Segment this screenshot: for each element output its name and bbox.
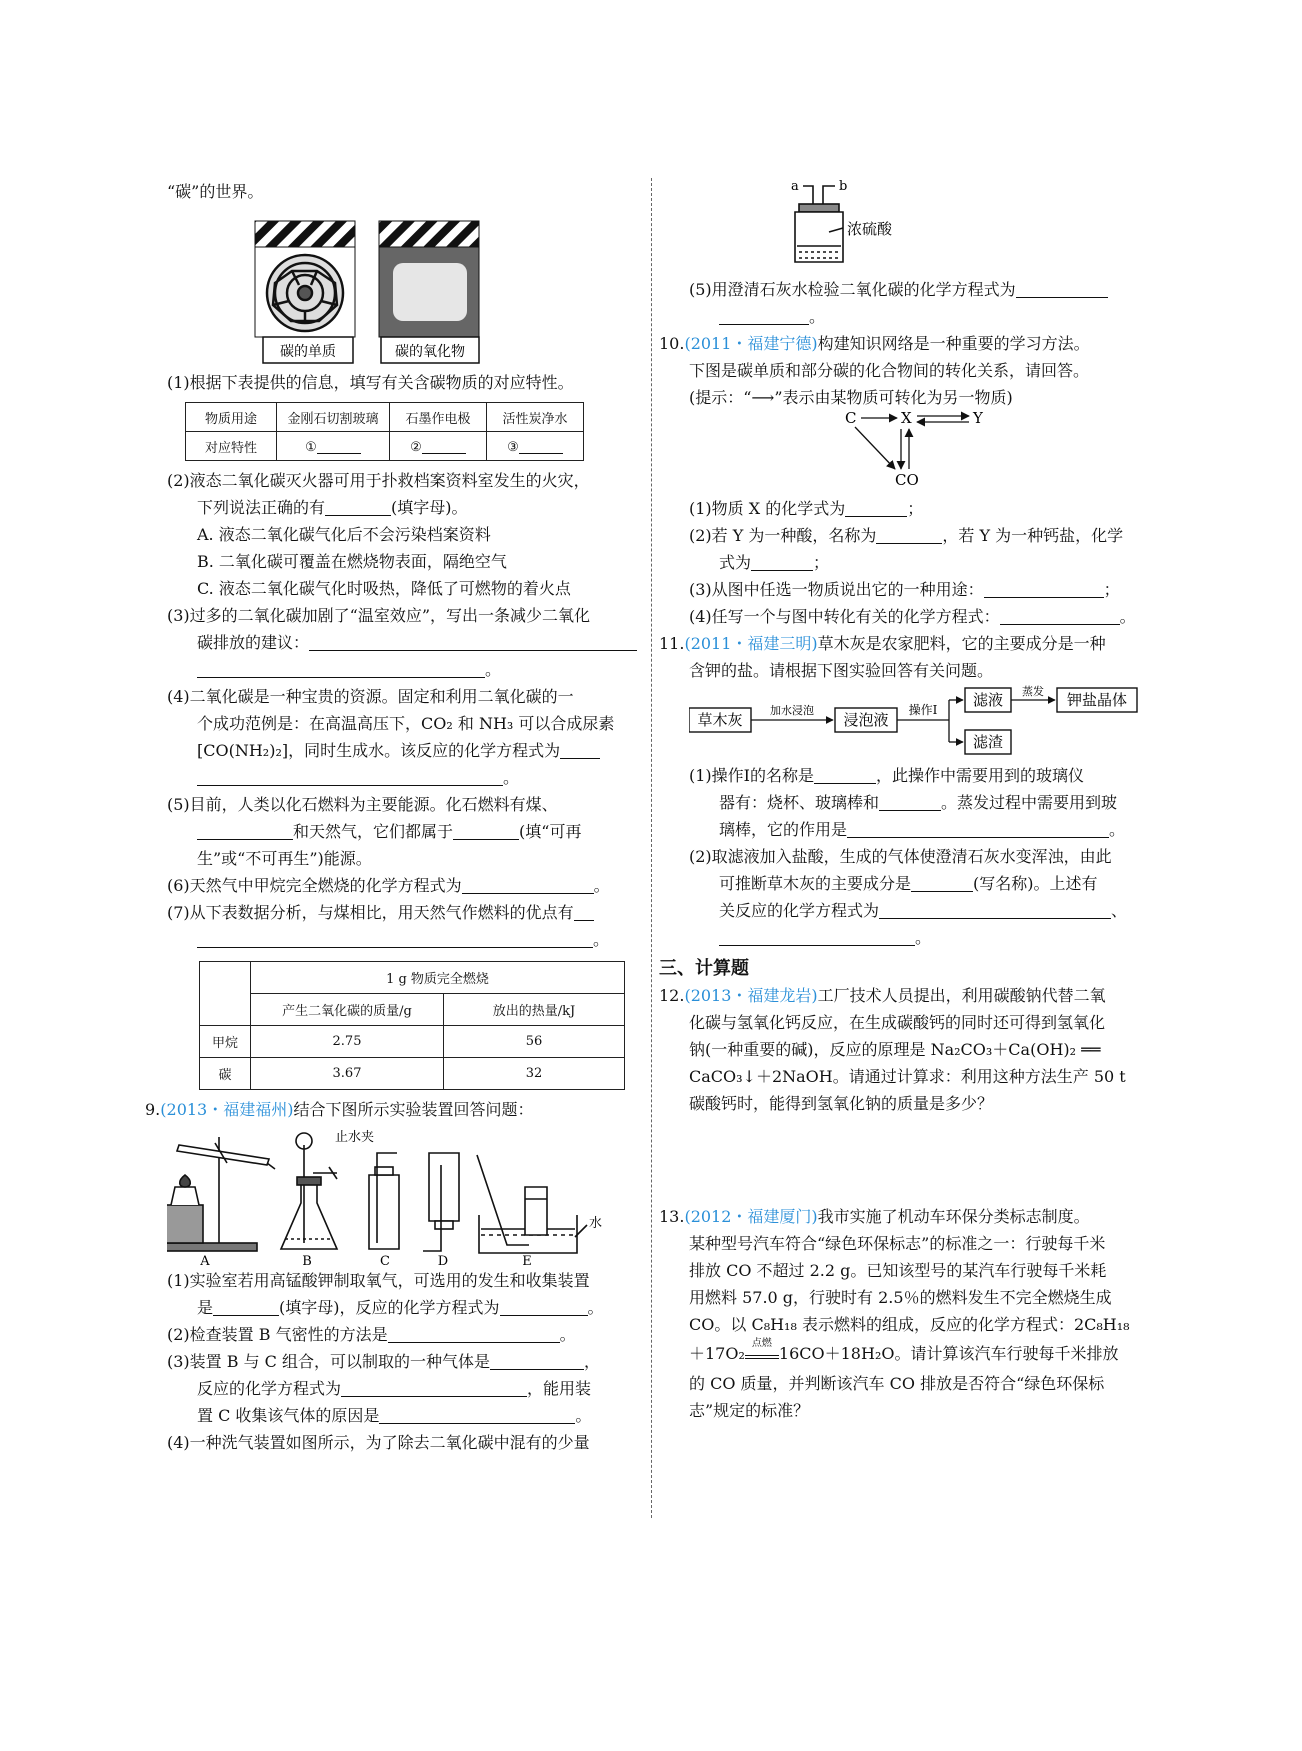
- col-co2: 产生二氧化碳的质量/g: [251, 994, 444, 1026]
- q10-1: [689, 495, 1159, 522]
- q8-1: (1)根据下表提供的信息，填写有关含碳物质的对应特性。: [167, 373, 574, 392]
- q8-4-line3: [167, 737, 637, 764]
- q8-6-end: 。: [593, 876, 610, 895]
- q8-3-end: 。: [485, 660, 502, 679]
- q9-text: 结合下图所示实验装置回答问题：: [293, 1100, 534, 1119]
- q13-title: [659, 1203, 1159, 1230]
- flow-soak: 浸泡液: [843, 711, 889, 729]
- row-heat: 32: [444, 1058, 625, 1090]
- q11-num: 11.: [659, 634, 685, 653]
- water-note: 水: [589, 1216, 603, 1231]
- q12-answer-space[interactable]: [689, 1117, 1159, 1203]
- q8-4-line4: [167, 764, 637, 791]
- blank-property-1[interactable]: [317, 437, 361, 454]
- blank-q8-5b[interactable]: [453, 823, 519, 840]
- sulfuric-acid-label: 浓硫酸: [847, 220, 893, 238]
- q11-1-role: 璃棒，它的作用是: [719, 820, 848, 839]
- q9-1-line1: (1)实验室若用高锰酸钾制取氧气，可选用的发生和收集装置: [167, 1271, 590, 1290]
- node-c: C: [845, 411, 857, 427]
- q12-line3: 钠(一种重要的碱)，反应的原理是 Na₂CO₃＋Ca(OH)₂ ══: [689, 1040, 1101, 1059]
- table2-header: 1 g 物质完全燃烧: [251, 962, 625, 994]
- q11-1-evap: 。蒸发过程中需要用到玻: [941, 793, 1118, 812]
- q8-3-line3: [167, 656, 637, 683]
- q13-line2: 某种型号汽车符合“绿色环保标志”的标准之一：行驶每千米: [689, 1234, 1106, 1253]
- table-row: [200, 1026, 625, 1058]
- q8-5-line3: 生”或“不可再生”)能源。: [197, 849, 372, 868]
- q12-line4: CaCO₃↓＋2NaOH。请通过计算求：利用这种方法生产 50 t: [689, 1067, 1126, 1086]
- dry-ice-icon: [393, 263, 467, 321]
- tube-a-label: a: [791, 179, 799, 194]
- label-a: A: [200, 1254, 210, 1267]
- mark-2: ②: [410, 440, 422, 455]
- flow-step-evap: 蒸发: [1022, 685, 1044, 698]
- right-column: [659, 176, 1159, 1424]
- q10-title: [659, 330, 1159, 357]
- combustion-table: [199, 961, 625, 1090]
- blank-q8-5a[interactable]: [197, 823, 293, 840]
- q9-3-comma: ，: [584, 1352, 601, 1371]
- label-e: E: [522, 1254, 532, 1267]
- carbon-figure: [167, 209, 637, 367]
- q10-1-prefix: (1)物质 X 的化学式为: [689, 499, 846, 518]
- q11-1-line3: [689, 816, 1159, 843]
- blank-q8-7b[interactable]: [197, 931, 593, 948]
- empty-corner: [200, 962, 251, 1026]
- ignite-condition: 点燃: [751, 1338, 772, 1349]
- flow-ash: 草木灰: [697, 711, 743, 729]
- q11-2-eq: 关反应的化学方程式为: [719, 901, 880, 920]
- blank-q9-1a[interactable]: [213, 1299, 279, 1316]
- use-diamond: 金刚石切割玻璃: [277, 403, 390, 432]
- q8-4-prefix: [CO(NH₂)₂]，同时生成水。该反应的化学方程式为: [197, 741, 561, 760]
- q11-2-suffix: (写名称)。上述有: [973, 874, 1098, 893]
- blank-q8-4a[interactable]: [560, 742, 600, 759]
- wash-bottle-figure: [689, 176, 1159, 280]
- q8-4-line1: (4)二氧化碳是一种宝贵的资源。固定和利用二氧化碳的一: [167, 687, 574, 706]
- answer-cell-3[interactable]: [487, 432, 584, 461]
- q11-text: 草木灰是农家肥料，它的主要成分是一种: [817, 634, 1106, 653]
- q9-2: [167, 1321, 637, 1348]
- q11-1-prefix: (1)操作Ⅰ的名称是: [689, 766, 814, 785]
- row-co2: 3.67: [251, 1058, 444, 1090]
- q9-1-mid: (填字母)，反应的化学方程式为: [279, 1298, 500, 1317]
- q8-3-prefix: 碳排放的建议：: [197, 633, 310, 652]
- row-label-use: 物质用途: [186, 403, 277, 432]
- q11-source: (2011・福建三明): [684, 634, 818, 653]
- q10-line3: (提示：“⟶”表示由某物质可转化为另一物质): [689, 388, 1013, 407]
- q9-3-line3: [167, 1402, 637, 1429]
- tube-b-label: b: [839, 179, 848, 194]
- wood-block-icon: [167, 1205, 203, 1243]
- blank-q8-6[interactable]: [462, 877, 594, 894]
- q8-6-prefix: (6)天然气中甲烷完全燃烧的化学方程式为: [167, 876, 462, 895]
- q10-line2: 下图是碳单质和部分碳的化合物间的转化关系，请回答。: [689, 361, 1090, 380]
- mark-1: ①: [305, 440, 317, 455]
- carbon-element-card: [255, 221, 355, 363]
- q8-2-option-b: B. 二氧化碳可覆盖在燃烧物表面，隔绝空气: [197, 552, 507, 571]
- blank-q11-1b[interactable]: [879, 794, 941, 811]
- q8-2-option-c: C. 液态二氧化碳气化时吸热，降低了可燃物的着火点: [197, 579, 571, 598]
- q13-text: 我市实施了机动车环保分类标志制度。: [817, 1207, 1090, 1226]
- blank-q8-3a[interactable]: [309, 634, 637, 651]
- fullerene-icon: [267, 255, 343, 331]
- apparatus-d: [423, 1153, 459, 1251]
- fig-caption-oxide: 碳的氧化物: [395, 344, 465, 360]
- blank-q11-1c[interactable]: [847, 821, 1109, 838]
- row-name: 甲烷: [200, 1026, 251, 1058]
- label-d: D: [437, 1254, 449, 1267]
- q9-5-prefix: (5)用澄清石灰水检验二氧化碳的化学方程式为: [689, 280, 1016, 299]
- blank-q9-3b[interactable]: [341, 1380, 527, 1397]
- q9-2-prefix: (2)检查装置 B 气密性的方法是: [167, 1325, 388, 1344]
- q9-1-end: 。: [587, 1298, 604, 1317]
- answer-cell-1[interactable]: [277, 432, 390, 461]
- q9-3-line2: [167, 1375, 637, 1402]
- q11-1-line1: [689, 762, 1159, 789]
- q8-7-end: 。: [593, 930, 610, 949]
- q11-1-end: 。: [1109, 820, 1126, 839]
- use-activated-carbon: 活性炭净水: [487, 403, 584, 432]
- node-co: CO: [895, 471, 919, 489]
- q9-title: [145, 1096, 637, 1123]
- q8-7-line2: [167, 926, 637, 953]
- blank-q9-5a[interactable]: [1016, 281, 1108, 298]
- q10-num: 10.: [659, 334, 685, 353]
- apparatus-b: [281, 1133, 337, 1249]
- flow-step-soak: 加水浸泡: [770, 704, 814, 717]
- blank-q9-2[interactable]: [388, 1326, 560, 1343]
- blank-q9-5b[interactable]: [719, 308, 809, 325]
- blank-q8-2[interactable]: [325, 499, 391, 516]
- col-heat: 放出的热量/kJ: [444, 994, 625, 1026]
- q11-2-end: 。: [915, 928, 932, 947]
- q11-1-line2: [689, 789, 1159, 816]
- label-b: B: [302, 1254, 312, 1267]
- use-graphite: 石墨作电极: [390, 403, 487, 432]
- blank-q9-3a[interactable]: [490, 1353, 584, 1370]
- carbon-network-diagram: [689, 411, 1159, 489]
- q8-5-line2: [167, 818, 637, 845]
- flow-chart: [689, 684, 1159, 758]
- q8-4-line2: 个成功范例是：在高温高压下，CO₂ 和 NH₃ 可以合成尿素: [197, 714, 615, 733]
- q8-3-line1: (3)过多的二氧化碳加剧了“温室效应”，写出一条减少二氧化: [167, 606, 591, 625]
- q8-2-option-a: A. 液态二氧化碳气化后不会污染档案资料: [197, 525, 491, 544]
- q9-3-end: 。: [575, 1406, 592, 1425]
- blank-q8-7a[interactable]: [574, 904, 594, 921]
- q9-3-suffix: ，能用装: [527, 1379, 592, 1398]
- q12-text: 工厂技术人员提出，利用碳酸钠代替二氧: [817, 986, 1106, 1005]
- blank-q11-2c[interactable]: [719, 929, 915, 946]
- q13-line6: [689, 1338, 1159, 1370]
- q8-7: [167, 899, 637, 926]
- q8-2-prefix: 下列说法正确的有: [197, 498, 326, 517]
- q11-2-comma: 、: [1111, 901, 1128, 920]
- answer-cell-2[interactable]: [390, 432, 487, 461]
- q10-2-end: ；: [813, 553, 830, 572]
- label-c: C: [380, 1254, 390, 1267]
- q13-line5: CO。以 C₈H₁₈ 表示燃料的组成，反应的化学方程式：2C₈H₁₈: [689, 1315, 1130, 1334]
- apparatus-c: [369, 1153, 399, 1249]
- node-x: X: [901, 411, 912, 427]
- q10-4-end: 。: [1119, 607, 1136, 626]
- q9-source: (2013・福建福州): [160, 1100, 294, 1119]
- clip-note: 止水夹: [335, 1130, 375, 1145]
- fig-caption-element: 碳的单质: [280, 344, 336, 360]
- blank-property-3[interactable]: [519, 437, 563, 454]
- q11-2-line1: (2)取滤液加入盐酸，生成的气体使澄清石灰水变浑浊，由此: [689, 847, 1112, 866]
- row-label-property: 对应特性: [186, 432, 277, 461]
- q10-source: (2011・福建宁德): [684, 334, 818, 353]
- q13-line8: 志”规定的标准？: [689, 1401, 810, 1420]
- table-row: [200, 1058, 625, 1090]
- q9-3-reason: 置 C 收集该气体的原因是: [197, 1406, 380, 1425]
- q9-5-line2: [689, 303, 1159, 330]
- q8-2-line1: (2)液态二氧化碳灭火器可用于扑救档案资料室发生的火灾，: [167, 471, 590, 490]
- carbon-use-table: [185, 402, 584, 461]
- q11-line2: 含钾的盐。请根据下图实验回答有关问题。: [689, 661, 994, 680]
- q9-3-line1: [167, 1348, 637, 1375]
- apparatus-figure: [167, 1125, 637, 1267]
- flow-step-op1: 操作Ⅰ: [908, 703, 938, 717]
- blank-q10-1[interactable]: [845, 500, 907, 517]
- q8-5-line1: (5)目前，人类以化石燃料为主要能源。化石燃料有煤、: [167, 795, 558, 814]
- flow-crystal: 钾盐晶体: [1066, 691, 1128, 709]
- q12-num: 12.: [659, 986, 685, 1005]
- q10-2-mid: ，若 Y 为一种钙盐，化学: [942, 526, 1124, 545]
- q8-7-prefix: (7)从下表数据分析，与煤相比，用天然气作燃料的优点有: [167, 903, 574, 922]
- q11-1-tools: 器有：烧杯、玻璃棒和: [719, 793, 880, 812]
- mark-3: ③: [507, 440, 519, 455]
- q11-2-line2: [689, 870, 1159, 897]
- q9-5-end: 。: [809, 307, 826, 326]
- q8-2-line2: [167, 494, 637, 521]
- q10-3-end: ；: [1103, 580, 1120, 599]
- blank-q10-2a[interactable]: [876, 527, 942, 544]
- q10-2-line1: [689, 522, 1159, 549]
- q13-num: 13.: [659, 1207, 685, 1226]
- blank-q8-4b[interactable]: [197, 769, 503, 786]
- q10-4: [689, 603, 1159, 630]
- apparatus-e: [477, 1155, 587, 1253]
- q12-line2: 化碳与氢氧化钙反应，在生成碳酸钙的同时还可得到氢氧化: [689, 1013, 1106, 1032]
- q9-num: 9.: [145, 1100, 161, 1119]
- blank-property-2[interactable]: [422, 437, 466, 454]
- left-column: [145, 178, 637, 1456]
- flow-residue: 滤渣: [972, 733, 1004, 751]
- blank-q10-3[interactable]: [984, 581, 1104, 598]
- carbon-oxide-card: [379, 221, 479, 363]
- row-heat: 56: [444, 1026, 625, 1058]
- node-y: Y: [973, 411, 983, 427]
- q10-2-line2: [689, 549, 1159, 576]
- q13-line3: 排放 CO 不超过 2.2 g。已知该型号的某汽车行驶每千米耗: [689, 1261, 1107, 1280]
- q9-1-prefix: 是: [197, 1298, 214, 1317]
- q8-6: [167, 872, 637, 899]
- q12-source: (2013・福建龙岩): [684, 986, 818, 1005]
- q11-2-line3: [689, 897, 1159, 924]
- q9-1-line2: [167, 1294, 637, 1321]
- intro-text: “碳”的世界。: [167, 182, 264, 201]
- q12-title: [659, 982, 1159, 1009]
- q10-4-prefix: (4)任写一个与图中转化有关的化学方程式：: [689, 607, 1000, 626]
- q13-line4: 用燃料 57.0 g，行驶时有 2.5％的燃料发生不完全燃烧生成: [689, 1288, 1112, 1307]
- apparatus-a: [167, 1137, 275, 1251]
- blank-q8-3b[interactable]: [197, 661, 485, 678]
- q12-line5: 碳酸钙时，能得到氢氧化钠的质量是多少？: [689, 1094, 994, 1113]
- blank-q10-2b[interactable]: [751, 554, 813, 571]
- q9-3-prefix: (3)装置 B 与 C 组合，可以制取的一种气体是: [167, 1352, 491, 1371]
- q11-title: [659, 630, 1159, 657]
- column-divider: [651, 178, 652, 1518]
- q10-text: 构建知识网络是一种重要的学习方法。: [817, 334, 1090, 353]
- blank-q9-1b[interactable]: [500, 1299, 588, 1316]
- q10-1-end: ；: [907, 499, 924, 518]
- q9-2-end: 。: [559, 1325, 576, 1344]
- q8-2-suffix: (填字母)。: [391, 498, 468, 517]
- q13-source: (2012・福建厦门): [684, 1207, 818, 1226]
- q11-2-line4: [689, 924, 1159, 951]
- section-3-title: 三、计算题: [659, 958, 749, 979]
- q10-2-formula: 式为: [719, 553, 752, 572]
- ignite-arrow: [745, 1338, 779, 1359]
- blank-q9-3c[interactable]: [379, 1407, 575, 1424]
- blank-q11-1a[interactable]: [814, 767, 876, 784]
- q11-1-mid: ，此操作中需要用到的玻璃仪: [876, 766, 1085, 785]
- blank-q11-2a[interactable]: [911, 875, 973, 892]
- blank-q10-4[interactable]: [1000, 608, 1120, 625]
- row-name: 碳: [200, 1058, 251, 1090]
- q10-2-prefix: (2)若 Y 为一种酸，名称为: [689, 526, 877, 545]
- q10-3: [689, 576, 1159, 603]
- q8-5-mid: 和天然气，它们都属于: [293, 822, 454, 841]
- q8-3-line2: [167, 629, 637, 656]
- q11-2-prefix: 可推断草木灰的主要成分是: [719, 874, 912, 893]
- q13-product: 16CO＋18H₂O。请计算该汽车行驶每千米排放: [778, 1344, 1119, 1363]
- q9-4: (4)一种洗气装置如图所示，为了除去二氧化碳中混有的少量: [167, 1433, 590, 1452]
- flame-icon: [180, 1175, 191, 1187]
- q10-3-prefix: (3)从图中任选一物质说出它的一种用途：: [689, 580, 984, 599]
- q13-line7: 的 CO 质量，并判断该汽车 CO 排放是否符合“绿色环保标: [689, 1374, 1105, 1393]
- row-co2: 2.75: [251, 1026, 444, 1058]
- q9-3-mid: 反应的化学方程式为: [197, 1379, 342, 1398]
- flow-filtrate: 滤液: [972, 691, 1004, 709]
- q9-5-line1: [689, 276, 1159, 303]
- q8-4-end: 。: [503, 768, 520, 787]
- blank-q11-2b[interactable]: [879, 902, 1111, 919]
- q8-5-suffix: (填“可再: [519, 822, 582, 841]
- q13-reactant: ＋17O₂: [689, 1344, 745, 1363]
